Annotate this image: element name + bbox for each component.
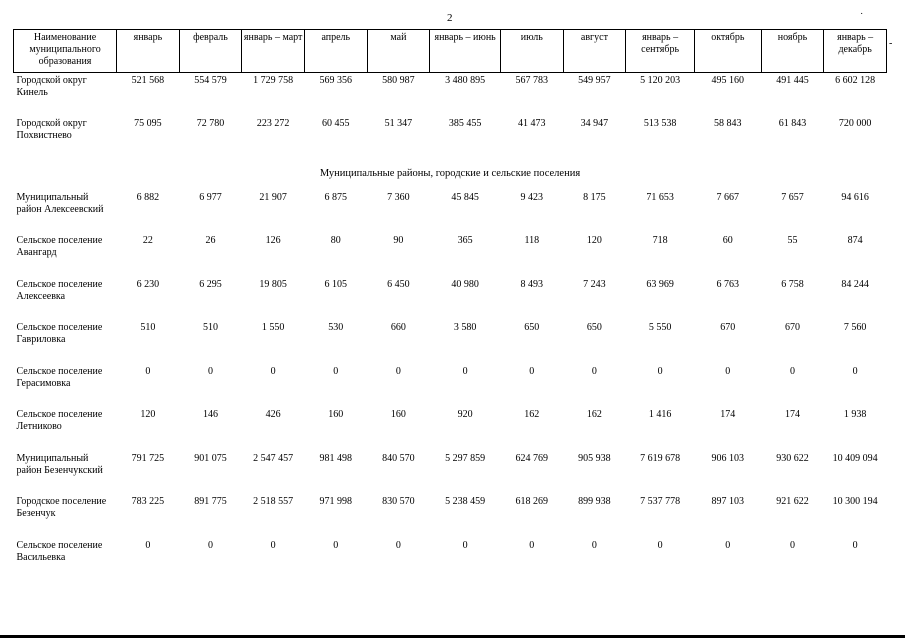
table-row [14,366,887,410]
cell-value: 3 580 [453,322,477,333]
row-name: Муниципальный район Безенчукский [16,452,103,476]
scan-mark: ˙ [860,12,864,23]
cell-value: 126 [265,235,281,246]
cell-value: 1 416 [648,409,672,420]
cell-value: 8 175 [583,191,606,203]
cell-value: 0 [725,539,731,551]
cell-value: 921 622 [776,496,809,507]
cell-value: 660 [390,322,406,333]
cell-value: 0 [725,365,731,377]
column-header: май [367,30,430,73]
cell-value: 891 775 [194,496,227,507]
cell-value: 670 [784,322,800,333]
cell-value: 0 [789,365,795,377]
cell-value: 0 [591,539,597,551]
column-header: январь [117,30,180,73]
column-header: январь – июнь [430,30,501,73]
cell-value: 55 [787,235,798,246]
cell-value: 22 [142,235,153,246]
cell-value: 6 105 [324,278,348,290]
cell-value: 7 619 678 [640,452,681,464]
cell-value: 7 667 [716,191,740,203]
row-name: Сельское поселение Авангард [16,235,103,258]
cell-value: 41 473 [518,118,546,129]
table-row [14,235,887,279]
page-number: 2 [447,12,453,24]
cell-value: 5 120 203 [640,75,681,86]
column-header: октябрь [694,30,761,73]
cell-value: 567 783 [515,75,549,86]
cell-value: 34 947 [580,118,609,129]
cell-value: 0 [333,539,339,551]
cell-value: 0 [852,365,858,377]
cell-value: 0 [208,365,213,377]
cell-value: 491 445 [776,75,809,86]
cell-value: 650 [586,322,602,333]
column-header: июль [500,30,563,73]
cell-value: 2 547 457 [253,452,294,464]
row-name: Сельское поселение Гавриловка [16,322,103,345]
cell-value: 0 [270,539,276,551]
cell-value: 5 550 [648,322,672,333]
cell-value: 71 653 [646,191,674,203]
cell-value: 670 [720,322,736,333]
cell-value: 60 [722,235,733,246]
cell-value: 10 409 094 [832,452,878,464]
table-row [14,73,887,119]
cell-value: 840 570 [382,452,415,464]
cell-value: 6 602 128 [835,75,876,86]
row-name: Городское поселение Безенчук [16,496,107,519]
table-row [14,540,887,584]
row-name: Сельское поселение Васильевка [16,539,103,563]
cell-value: 2 518 557 [253,496,294,507]
cell-value: 160 [328,409,344,420]
column-header: январь – декабрь [824,30,887,73]
column-header: ноябрь [761,30,824,73]
cell-value: 6 882 [136,191,160,203]
cell-value: 971 998 [319,496,353,507]
cell-value: 426 [265,409,281,420]
cell-value: 580 987 [382,75,415,86]
table-row [14,453,887,497]
cell-value: 90 [393,235,404,246]
cell-value: 510 [203,322,218,333]
cell-value: 160 [390,409,406,420]
section-row [14,162,887,192]
row-name: Городской округ Похвистнево [16,118,87,141]
cell-value: 0 [657,365,663,377]
cell-value: 0 [789,539,795,551]
table-row [14,192,887,236]
cell-value: 40 980 [451,278,479,290]
cell-value: 51 347 [384,118,413,129]
column-header-name: Наименование муниципального образования [14,30,117,73]
cell-value: 495 160 [711,75,745,86]
row-name: Сельское поселение Герасимовка [16,365,103,389]
scan-mark: - [889,38,893,49]
row-name: Городской округ Кинель [16,75,87,98]
cell-value: 554 579 [194,75,227,86]
cell-value: 223 272 [256,118,290,129]
cell-value: 6 758 [781,278,804,290]
cell-value: 0 [395,539,401,551]
cell-value: 720 000 [838,118,872,129]
table-row [14,118,887,162]
column-header: январь – сентябрь [626,30,695,73]
budget-table [13,29,887,583]
cell-value: 0 [529,539,535,551]
cell-value: 783 225 [131,496,165,507]
cell-value: 874 [847,235,863,246]
cell-value: 6 875 [324,191,348,203]
cell-value: 174 [720,409,736,420]
cell-value: 3 480 895 [445,75,486,86]
cell-value: 75 095 [134,118,162,129]
cell-value: 569 356 [319,75,353,86]
cell-value: 6 763 [716,278,740,290]
cell-value: 6 977 [199,191,222,203]
cell-value: 120 [140,409,156,420]
cell-value: 513 538 [643,118,677,129]
cell-value: 5 297 859 [445,452,486,464]
column-header: январь – март [242,30,305,73]
cell-value: 0 [852,539,858,551]
cell-value: 905 938 [578,452,611,464]
cell-value: 830 570 [382,496,415,507]
cell-value: 0 [333,365,339,377]
cell-value: 58 843 [714,118,742,129]
cell-value: 899 938 [578,496,611,507]
cell-value: 0 [591,365,597,377]
cell-value: 1 938 [843,409,867,420]
bottom-rule [0,635,905,638]
cell-value: 162 [524,409,540,420]
cell-value: 0 [462,539,468,551]
cell-value: 94 616 [841,191,869,203]
cell-value: 9 423 [520,191,544,203]
cell-value: 7 243 [583,278,606,290]
cell-value: 901 075 [194,452,227,464]
cell-value: 930 622 [776,452,809,464]
cell-value: 7 360 [387,191,410,203]
cell-value: 19 805 [259,278,287,290]
cell-value: 61 843 [778,118,807,129]
cell-value: 84 244 [841,278,869,290]
cell-value: 26 [205,235,216,246]
table-row [14,496,887,540]
cell-value: 521 568 [131,75,165,86]
cell-value: 5 238 459 [445,496,486,507]
cell-value: 118 [524,235,540,246]
cell-value: 791 725 [131,452,165,464]
cell-value: 0 [208,539,213,551]
cell-value: 0 [145,539,151,551]
cell-value: 6 295 [199,278,222,290]
cell-value: 0 [395,365,401,377]
cell-value: 6 450 [387,278,410,290]
cell-value: 385 455 [448,118,482,129]
cell-value: 906 103 [711,452,745,464]
cell-value: 7 560 [843,322,867,333]
table-row [14,279,887,323]
cell-value: 72 780 [196,118,225,129]
section-title: Муниципальные районы, городские и сельские поселения [319,167,581,179]
cell-value: 21 907 [259,191,287,203]
table-row [14,322,887,366]
cell-value: 1 729 758 [253,75,294,86]
cell-value: 80 [330,235,341,246]
cell-value: 718 [652,235,668,246]
cell-value: 45 845 [451,191,479,203]
cell-value: 0 [462,365,468,377]
column-header: август [563,30,626,73]
row-name: Муниципальный район Алексеевский [16,191,104,215]
table-header-row [14,30,887,73]
cell-value: 1 550 [261,322,285,333]
cell-value: 10 300 194 [832,496,878,507]
cell-value: 174 [784,409,800,420]
cell-value: 618 269 [515,496,549,507]
cell-value: 530 [328,322,344,333]
column-header: апрель [304,30,367,73]
cell-value: 981 498 [319,452,353,464]
table-row [14,409,887,453]
row-name: Сельское поселение Алексеевка [16,278,103,302]
cell-value: 0 [657,539,663,551]
cell-value: 365 [457,235,473,246]
cell-value: 162 [586,409,602,420]
cell-value: 897 103 [711,496,745,507]
cell-value: 63 969 [646,278,674,290]
cell-value: 0 [529,365,535,377]
cell-value: 7 657 [781,191,804,203]
cell-value: 650 [524,322,540,333]
column-header: февраль [179,30,242,73]
cell-value: 7 537 778 [640,496,681,507]
cell-value: 120 [586,235,602,246]
cell-value: 6 230 [136,278,160,290]
cell-value: 146 [203,409,218,420]
cell-value: 0 [270,365,276,377]
cell-value: 60 455 [322,118,350,129]
cell-value: 624 769 [515,452,549,464]
cell-value: 549 957 [578,75,611,86]
row-name: Сельское поселение Летниково [16,409,103,432]
cell-value: 8 493 [520,278,544,290]
cell-value: 920 [457,409,473,420]
cell-value: 510 [140,322,156,333]
cell-value: 0 [145,365,151,377]
